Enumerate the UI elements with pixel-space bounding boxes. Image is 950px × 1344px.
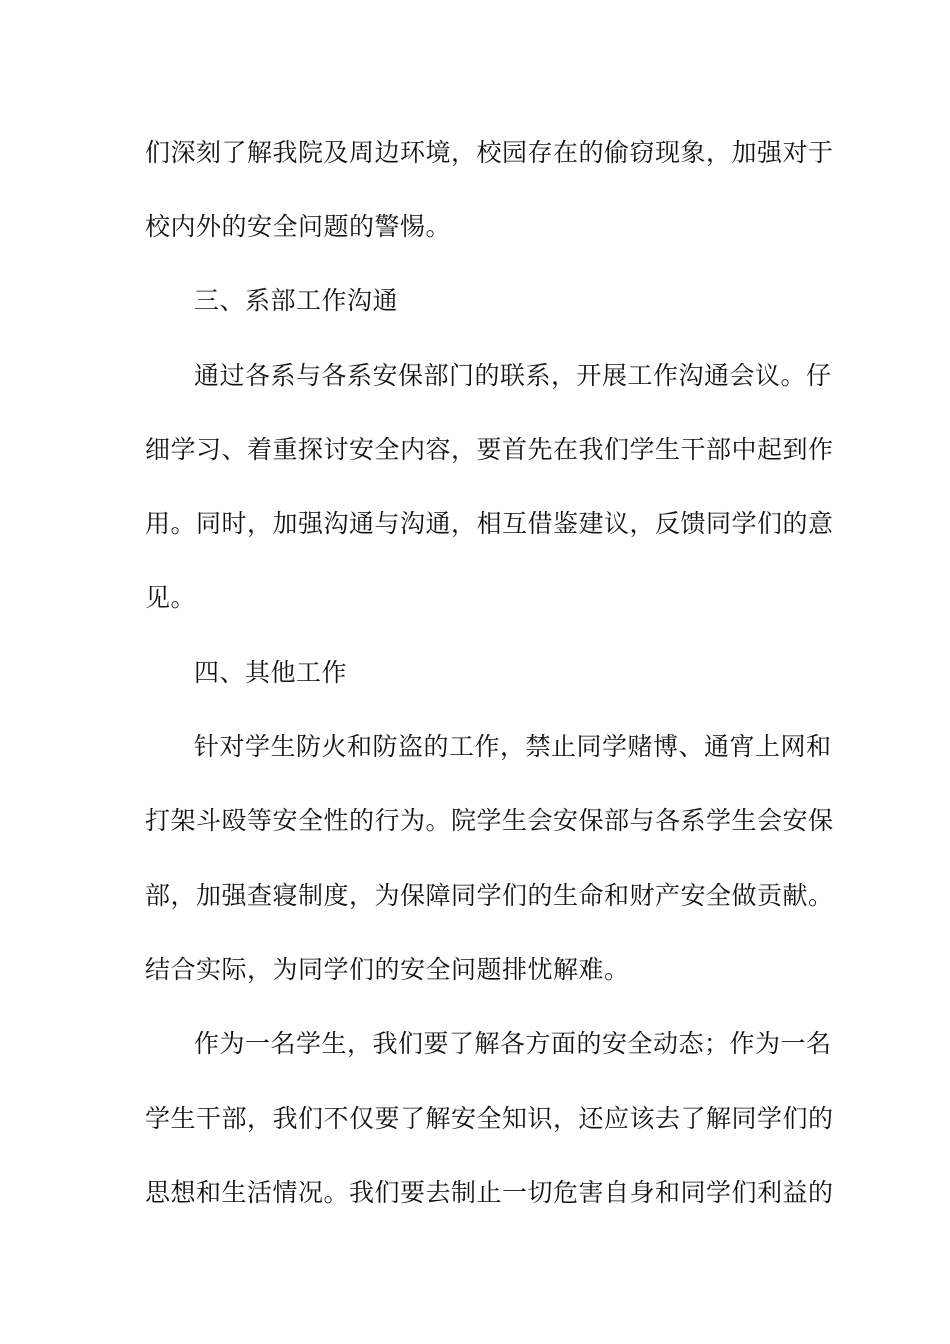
section-heading: 三、系部工作沟通 bbox=[194, 286, 399, 315]
text-line: 思想和生活情况。我们要去制止一切危害自身和同学们利益的 bbox=[145, 1178, 834, 1207]
text-line: 校内外的安全问题的警惕。 bbox=[145, 212, 452, 241]
text-line: 部，加强查寝制度，为保障同学们的生命和财产安全做贡献。 bbox=[145, 881, 834, 910]
text-line: 见。 bbox=[145, 583, 197, 612]
text-line: 用。同时，加强沟通与沟通，相互借鉴建议，反馈同学们的意 bbox=[145, 509, 834, 538]
text-line: 通过各系与各系安保部门的联系，开展工作沟通会议。仔 bbox=[194, 361, 832, 390]
text-line: 针对学生防火和防盗的工作，禁止同学赌博、通宵上网和 bbox=[194, 732, 832, 761]
text-line: 细学习、着重探讨安全内容，要首先在我们学生干部中起到作 bbox=[145, 435, 834, 464]
text-line: 学生干部，我们不仅要了解安全知识，还应该去了解同学们的 bbox=[145, 1104, 834, 1133]
text-line: 们深刻了解我院及周边环境，校园存在的偷窃现象，加强对于 bbox=[145, 138, 834, 167]
text-line: 打架斗殴等安全性的行为。院学生会安保部与各系学生会安保 bbox=[145, 806, 834, 835]
section-heading: 四、其他工作 bbox=[194, 658, 348, 687]
text-line: 作为一名学生，我们要了解各方面的安全动态；作为一名 bbox=[194, 1029, 832, 1058]
text-line: 结合实际，为同学们的安全问题排忧解难。 bbox=[145, 955, 630, 984]
